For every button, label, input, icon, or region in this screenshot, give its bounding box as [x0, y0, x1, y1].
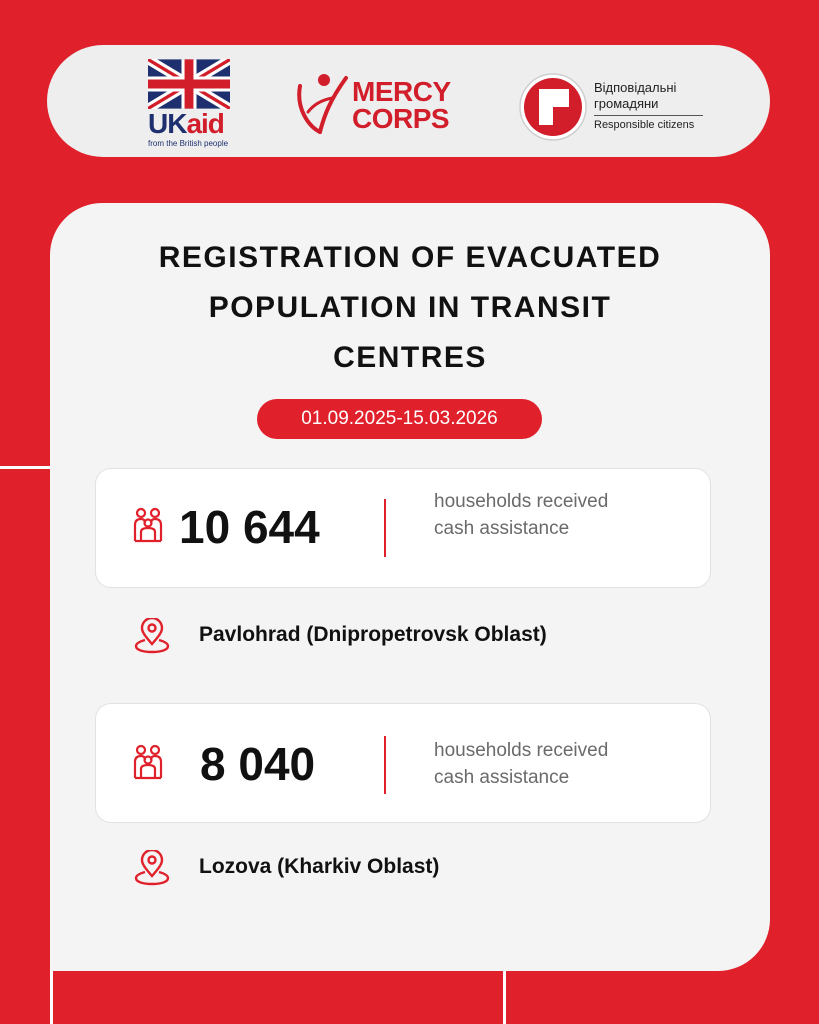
date-range-badge: 01.09.2025-15.03.2026	[257, 399, 542, 439]
location-name: Lozova (Kharkiv Oblast)	[199, 855, 440, 878]
location-lozova	[133, 848, 733, 888]
mercy-corps-logo	[290, 72, 470, 136]
location-name: Pavlohrad (Dnipropetrovsk Oblast)	[199, 623, 547, 646]
stat-number: 10 644	[179, 501, 320, 553]
title-line: REGISTRATION OF EVACUATED	[158, 241, 662, 274]
main-card	[50, 203, 770, 971]
mercy-corps-figure-icon	[290, 72, 350, 136]
decorative-line	[503, 966, 506, 1024]
ukaid-wordmark: UKaid	[148, 108, 224, 139]
union-jack-flag-icon	[148, 59, 230, 109]
responsible-citizens-logo	[519, 73, 729, 141]
title-line: POPULATION IN TRANSIT	[208, 291, 612, 324]
stat-number: 8 040	[200, 738, 316, 790]
page-title	[50, 233, 770, 383]
responsible-citizens-wordmark: Відповідальні громадяни	[594, 80, 677, 111]
location-pin-icon	[133, 618, 171, 654]
ukaid-tagline: from the British people	[148, 139, 229, 148]
stat-label: households received cash assistance	[434, 740, 609, 788]
people-group-icon	[132, 507, 164, 543]
stat-card-pavlohrad	[95, 468, 711, 588]
partner-logo-bar	[47, 45, 770, 157]
location-pavlohrad	[133, 616, 733, 656]
decorative-line	[0, 466, 52, 469]
responsible-citizens-subtitle: Responsible citizens	[594, 119, 695, 131]
stat-divider	[384, 736, 386, 794]
people-group-icon	[132, 744, 164, 780]
stat-label: households received cash assistance	[434, 491, 609, 539]
stat-divider	[384, 499, 386, 557]
responsible-citizens-emblem-icon	[519, 73, 587, 141]
location-pin-icon	[133, 850, 171, 886]
logo-divider	[594, 115, 703, 116]
mercy-corps-wordmark: MERCY CORPS	[352, 76, 451, 134]
title-line: CENTRES	[333, 341, 487, 374]
stat-card-lozova	[95, 703, 711, 823]
